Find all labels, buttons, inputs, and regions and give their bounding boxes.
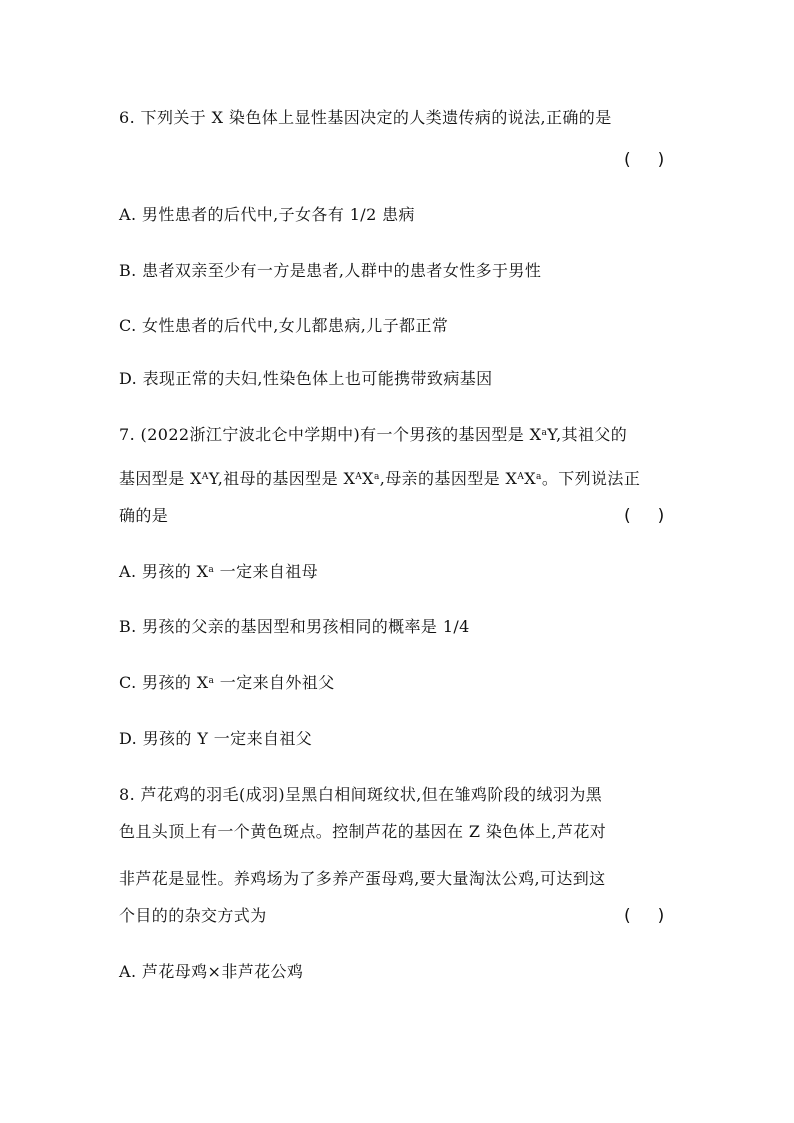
q6-option-a: A. 男性患者的后代中,子女各有 1/2 患病 [119, 205, 415, 224]
q6-option-d: D. 表现正常的夫妇,性染色体上也可能携带致病基因 [119, 369, 493, 388]
q6-option-b: B. 患者双亲至少有一方是患者,人群中的患者女性多于男性 [119, 261, 542, 280]
q7-stem-line-1: 7. (2022浙江宁波北仑中学期中)有一个男孩的基因型是 $X^aY$,其祖父的 [119, 425, 628, 444]
q8-stem-line-1: 8. 芦花鸡的羽毛(成羽)呈黑白相间斑纹状,但在雏鸡阶段的绒羽为黑 [119, 785, 603, 804]
q7-option-b: B. 男孩的父亲的基因型和男孩相同的概率是 1/4 [119, 617, 470, 636]
q7-option-c: C. 男孩的 $X^a$ 一定来自外祖父 [119, 673, 335, 692]
q8-stem-line-3: 非芦花是显性。养鸡场为了多养产蛋母鸡,要大量淘汰公鸡,可达到这 [119, 869, 606, 888]
q7-answer-blank: ( ) [624, 506, 665, 526]
q8-stem-line-2: 色且头顶上有一个黄色斑点。控制芦花的基因在 Z 染色体上,芦花对 [119, 822, 607, 841]
q8-option-a: A. 芦花母鸡×非芦花公鸡 [119, 962, 304, 981]
q7-option-d: D. 男孩的 Y 一定来自祖父 [119, 729, 313, 748]
q6-answer-blank: ( ) [624, 150, 665, 170]
q6-option-c: C. 女性患者的后代中,女儿都患病,儿子都正常 [119, 316, 449, 335]
q8-answer-blank: ( ) [624, 906, 665, 926]
q8-stem-line-4: 个目的的杂交方式为 [119, 906, 267, 925]
q6-stem: 6. 下列关于 X 染色体上显性基因决定的人类遗传病的说法,正确的是 [119, 108, 612, 127]
q7-stem-line-3: 确的是 [119, 506, 169, 525]
q7-stem-line-2: 基因型是 $X^AY$,祖母的基因型是 $X^AX^a$,母亲的基因型是 $X^AX^a$。下列说法正 [119, 469, 641, 488]
q7-option-a: A. 男孩的 $X^a$ 一定来自祖母 [119, 562, 319, 581]
